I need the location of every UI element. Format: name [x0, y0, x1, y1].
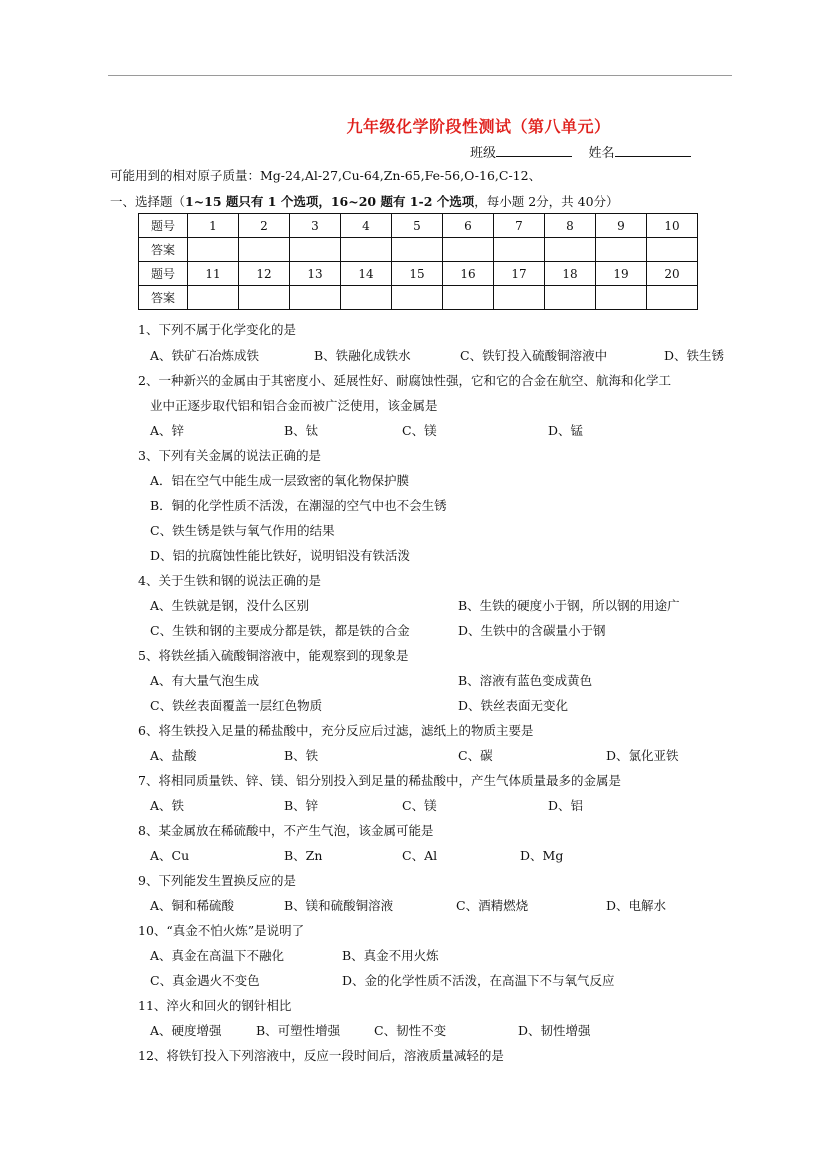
answer-cell[interactable] [647, 286, 698, 310]
class-label: 班级 [470, 146, 497, 161]
num-cell: 20 [647, 262, 698, 286]
option: C、镁 [402, 423, 437, 438]
option: A、铁矿石冶炼成铁 [150, 348, 260, 363]
num-cell: 11 [188, 262, 239, 286]
answer-cell[interactable] [443, 238, 494, 262]
answer-cell[interactable] [647, 238, 698, 262]
option: C、真金遇火不变色 [150, 973, 260, 988]
atomic-masses: 可能用到的相对原子质量：Mg-24,Al-27,Cu-64,Zn-65,Fe-56,O-16,C-12、 [110, 168, 542, 183]
num-label-cell: 题号 [139, 262, 188, 286]
ans-label-cell: 答案 [139, 238, 188, 262]
option: B、可塑性增强 [256, 1023, 341, 1038]
answer-cell[interactable] [290, 238, 341, 262]
option: D、金的化学性质不活泼，在高温下不与氧气反应 [342, 973, 615, 988]
option: A、有大量气泡生成 [150, 673, 260, 688]
header-rule [108, 75, 732, 76]
question-stem: 2、一种新兴的金属由于其密度小、延展性好、耐腐蚀性强，它和它的合金在航空、航海和化学工 [138, 373, 671, 388]
answer-table [138, 213, 698, 310]
class-name-line [470, 142, 691, 161]
option: C、铁钉投入硫酸铜溶液中 [460, 348, 608, 363]
option: A、硬度增强 [150, 1023, 222, 1038]
option: B、生铁的硬度小于钢，所以钢的用途广 [458, 598, 680, 613]
question-stem: 6、将生铁投入足量的稀盐酸中，充分反应后过滤，滤纸上的物质主要是 [138, 723, 534, 738]
option: B、镁和硫酸铜溶液 [284, 898, 394, 913]
option: A、生铁就是钢，没什么区别 [150, 598, 310, 613]
option: D、铁丝表面无变化 [458, 698, 569, 713]
num-cell: 17 [494, 262, 545, 286]
num-cell: 4 [341, 214, 392, 238]
ans-label-cell: 答案 [139, 286, 188, 310]
answer-cell[interactable] [392, 286, 443, 310]
num-cell: 18 [545, 262, 596, 286]
num-label-cell: 题号 [139, 214, 188, 238]
answer-cell[interactable] [596, 238, 647, 262]
table-row [139, 262, 698, 286]
option: A．铝在空气中能生成一层致密的氧化物保护膜 [150, 473, 410, 488]
question-stem-continued: 业中正逐步取代铝和铝合金而被广泛使用，该金属是 [150, 398, 438, 413]
answer-cell[interactable] [290, 286, 341, 310]
question-stem: 9、下列能发生置换反应的是 [138, 873, 296, 888]
option: D、电解水 [606, 898, 667, 913]
question-stem: 8、某金属放在稀硫酸中，不产生气泡，该金属可能是 [138, 823, 434, 838]
table-row [139, 238, 698, 262]
option: C、生铁和钢的主要成分都是铁，都是铁的合金 [150, 623, 410, 638]
answer-cell[interactable] [494, 286, 545, 310]
option: A、锌 [150, 423, 185, 438]
num-cell: 12 [239, 262, 290, 286]
option: C、Al [402, 848, 438, 863]
page-title: 九年级化学阶段性测试（第八单元） [346, 117, 611, 136]
option: C、酒精燃烧 [456, 898, 529, 913]
option: A、真金在高温下不融化 [150, 948, 285, 963]
answer-cell[interactable] [443, 286, 494, 310]
question-stem: 3、下列有关金属的说法正确的是 [138, 448, 321, 463]
question-stem: 11、淬火和回火的钢针相比 [138, 998, 292, 1013]
question-stem: 5、将铁丝插入硫酸铜溶液中，能观察到的现象是 [138, 648, 409, 663]
option: B、Zn [284, 848, 323, 863]
num-cell: 19 [596, 262, 647, 286]
option: B、铁融化成铁水 [314, 348, 411, 363]
section-heading: 一、选择题（1~15 题只有 1 个选项，16~20 题有 1-2 个选项，每小题 2分，共 40分） [110, 194, 619, 209]
num-cell: 9 [596, 214, 647, 238]
option: D、铝 [548, 798, 584, 813]
option: D、铝的抗腐蚀性能比铁好，说明铝没有铁活泼 [150, 548, 411, 563]
option: D、Mg [520, 848, 564, 863]
option: C、铁生锈是铁与氧气作用的结果 [150, 523, 335, 538]
answer-cell[interactable] [545, 238, 596, 262]
option: A、Cu [150, 848, 190, 863]
question-stem: 4、关于生铁和钢的说法正确的是 [138, 573, 321, 588]
num-cell: 8 [545, 214, 596, 238]
question-stem: 10、“真金不怕火炼”是说明了 [138, 923, 305, 938]
class-blank[interactable] [496, 144, 572, 157]
answer-cell[interactable] [392, 238, 443, 262]
answer-cell[interactable] [494, 238, 545, 262]
option: B、真金不用火炼 [342, 948, 439, 963]
name-blank[interactable] [615, 144, 691, 157]
answer-cell[interactable] [545, 286, 596, 310]
answer-cell[interactable] [188, 286, 239, 310]
question-stem: 12、将铁钉投入下列溶液中，反应一段时间后，溶液质量减轻的是 [138, 1048, 504, 1063]
answer-cell[interactable] [341, 286, 392, 310]
num-cell: 7 [494, 214, 545, 238]
option: D、韧性增强 [518, 1023, 591, 1038]
option: D、氯化亚铁 [606, 748, 679, 763]
option: B、钛 [284, 423, 319, 438]
option: D、生铁中的含碳量小于钢 [458, 623, 606, 638]
name-label: 姓名 [588, 146, 615, 161]
num-cell: 13 [290, 262, 341, 286]
answer-cell[interactable] [596, 286, 647, 310]
option: C、韧性不变 [374, 1023, 447, 1038]
option: B、溶液有蓝色变成黄色 [458, 673, 593, 688]
answer-cell[interactable] [239, 286, 290, 310]
num-cell: 16 [443, 262, 494, 286]
num-cell: 3 [290, 214, 341, 238]
num-cell: 15 [392, 262, 443, 286]
question-stem: 7、将相同质量铁、锌、镁、铝分别投入到足量的稀盐酸中，产生气体质量最多的金属是 [138, 773, 621, 788]
option: A、盐酸 [150, 748, 197, 763]
option: B、锌 [284, 798, 319, 813]
option: B．铜的化学性质不活泼，在潮湿的空气中也不会生锈 [150, 498, 447, 513]
answer-cell[interactable] [341, 238, 392, 262]
question-stem: 1、下列不属于化学变化的是 [138, 322, 296, 337]
option: C、碳 [458, 748, 493, 763]
option: C、铁丝表面覆盖一层红色物质 [150, 698, 323, 713]
num-cell: 5 [392, 214, 443, 238]
table-row [139, 286, 698, 310]
num-cell: 10 [647, 214, 698, 238]
table-row [139, 214, 698, 238]
num-cell: 14 [341, 262, 392, 286]
answer-cell[interactable] [188, 238, 239, 262]
option: A、铜和稀硫酸 [150, 898, 235, 913]
option: B、铁 [284, 748, 319, 763]
option: D、铁生锈 [664, 348, 725, 363]
option: A、铁 [150, 798, 185, 813]
num-cell: 1 [188, 214, 239, 238]
num-cell: 2 [239, 214, 290, 238]
answer-cell[interactable] [239, 238, 290, 262]
option: D、锰 [548, 423, 584, 438]
num-cell: 6 [443, 214, 494, 238]
option: C、镁 [402, 798, 437, 813]
